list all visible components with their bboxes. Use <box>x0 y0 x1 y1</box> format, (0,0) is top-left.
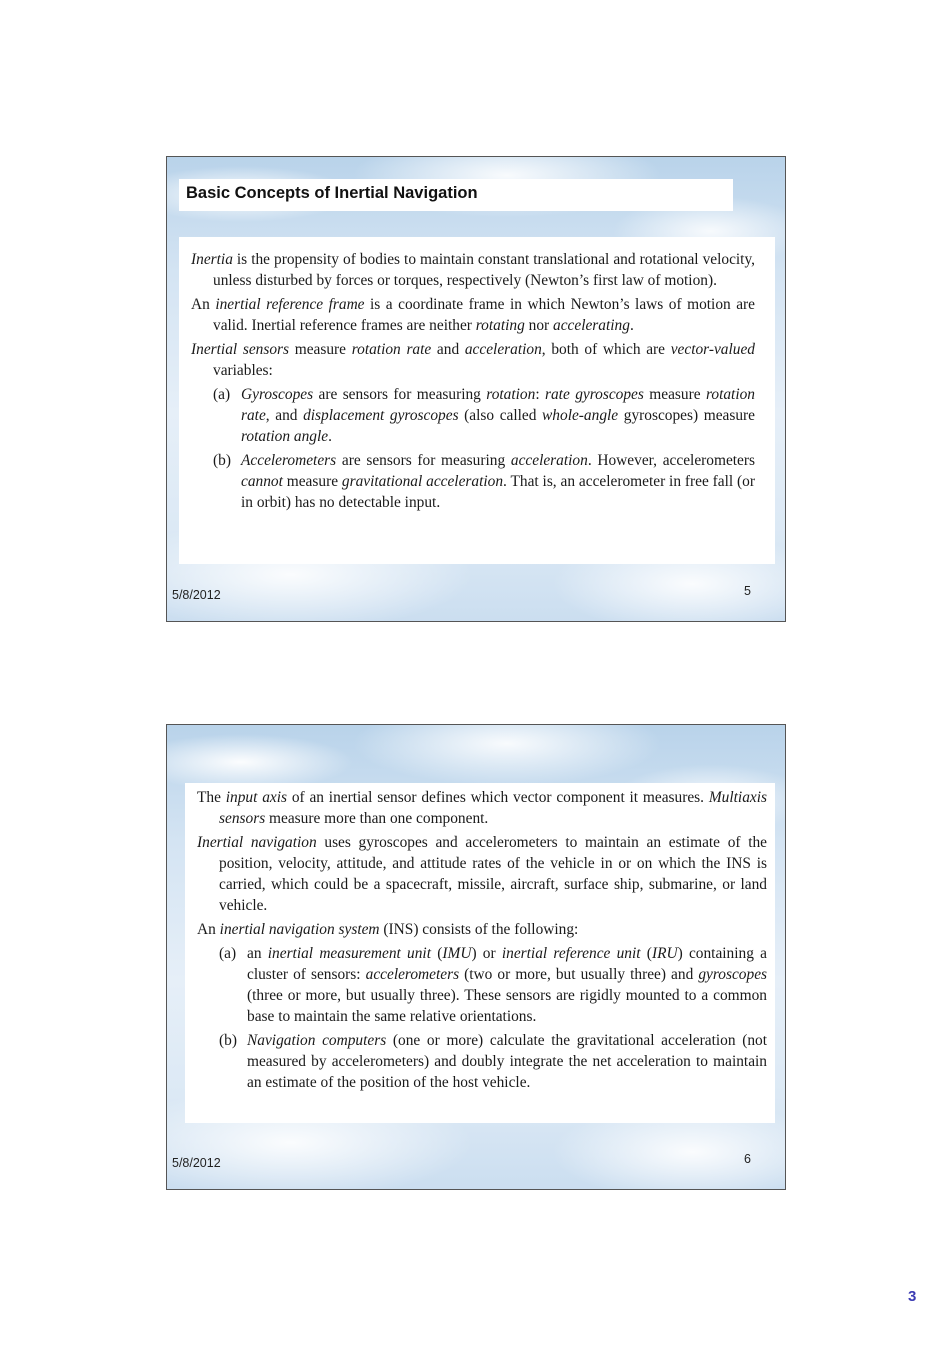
term: Inertia <box>191 251 233 268</box>
slide-body <box>185 783 775 1123</box>
slide-date: 5/8/2012 <box>172 1156 221 1170</box>
page-number: 3 <box>908 1288 917 1305</box>
input-axis-paragraph: The input axis of an inertial sensor defines which vector component it measures. Multiaxis sensors measure more than one component. <box>197 789 767 827</box>
ins-paragraph: An inertial navigation system (INS) consists of the following: <box>197 921 579 938</box>
inertial-frame-paragraph: An inertial reference frame is a coordinate frame in which Newton’s laws of motion are valid. Inertial reference frames are neither rotating nor accelerating. <box>191 296 755 334</box>
slide-5 <box>166 156 786 622</box>
inertial-sensors-paragraph: Inertial sensors measure rotation rate and acceleration, both of which are vector-valued variables: <box>191 341 755 379</box>
list-marker: (b) <box>213 452 231 469</box>
list-marker: (a) <box>213 386 231 403</box>
list-marker: (a) <box>219 945 237 962</box>
slide-number: 6 <box>744 1152 751 1166</box>
slide-6 <box>166 724 786 1190</box>
inertial-navigation-paragraph: Inertial navigation uses gyroscopes and accelerometers to maintain an estimate of the position, velocity, attitude, and attitude rates of the vehicle in or on which the INS is carried, which could be a spacecraft, missile, aircraft, surface ship, submarine, or land vehicle. <box>197 834 768 914</box>
slide-date: 5/8/2012 <box>172 588 221 602</box>
slide-title: Basic Concepts of Inertial Navigation <box>179 179 733 211</box>
list-marker: (b) <box>219 1032 237 1049</box>
list-item-gyroscopes: (a) Gyroscopes are sensors for measuring rotation: rate gyroscopes measure rotation rate, and displacement gyroscopes (also called whole-angle gyroscopes) measure rotation angle. <box>213 386 755 445</box>
inertia-paragraph: Inertia is the propensity of bodies to maintain constant translational and rotational velocity, unless disturbed by forces or torques, respectively (Newton’s first law of motion). <box>191 251 755 289</box>
slide-number: 5 <box>744 584 751 598</box>
list-item-navigation-computers: (b) Navigation computers (one or more) calculate the gravitational acceleration (not measured by accelerometers) and doubly integrate the net acceleration to maintain an estimate of the position of the host vehicle. <box>219 1032 767 1091</box>
list-item-imu: (a) an inertial measurement unit (IMU) or inertial reference unit (IRU) containing a cluster of sensors: accelerometers (two or more, but usually three) and gyroscopes (three or more, but usually three). These sensors are rigidly mounted to a common base to maintain the same relative orientations. <box>219 945 768 1025</box>
slide-body <box>179 237 775 564</box>
list-item-accelerometers: (b) Accelerometers are sensors for measuring acceleration. However, accelerometers cannot measure gravitational acceleration. That is, an accelerometer in free fall (or in orbit) has no detectable input. <box>213 452 755 511</box>
